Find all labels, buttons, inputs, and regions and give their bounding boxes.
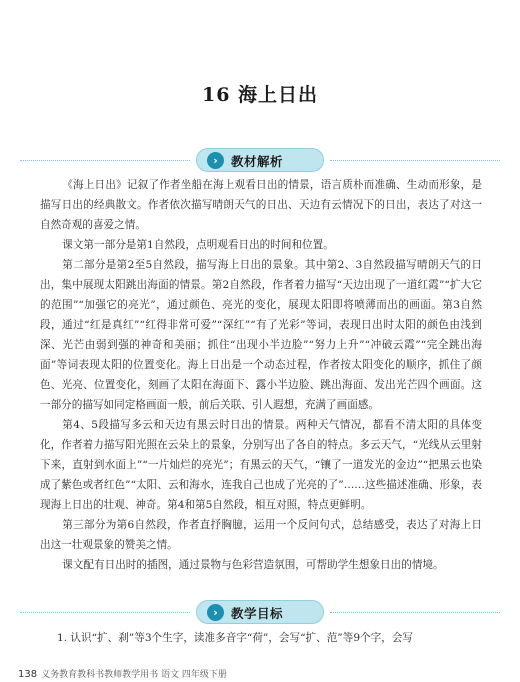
section-header-analysis bbox=[20, 146, 500, 176]
analysis-body bbox=[40, 175, 482, 575]
goals-body bbox=[40, 628, 482, 648]
paragraph: 第4、5段描写多云和天边有黑云时日出的情景。两种天气情况，都看不清太阳的具体变化，作者着力描写阳光照在云朵上的景象，分别写出了各自的特点。多云天气，“光线从云里射下来，直射到水面上”“一片灿烂的亮光”；有黑云的天气，“镶了一道发光的金边”“把黑云也染成了紫色或者红色”“太阳、云和海水，连我自己也成了光亮的了”……这些描述准确、形象，表现海上日出的壮观、神奇。第4和第5自然段，相互对照，特点更鲜明。 bbox=[40, 419, 482, 511]
footer-text: 义务教育教科书教师教学用书 语文 四年级下册 bbox=[41, 670, 227, 680]
goal-item: 1. 认识“扩、刹”等3个生字，读准多音字“荷”，会写“扩、范”等9个字，会写 bbox=[56, 632, 414, 644]
page-title: 16 海上日出 bbox=[201, 84, 319, 106]
section-badge bbox=[196, 600, 324, 624]
section-label: 教学目标 bbox=[231, 606, 284, 621]
divider-line bbox=[20, 612, 190, 613]
chevron-right-icon: › bbox=[207, 152, 224, 169]
chevron-right-icon: › bbox=[207, 604, 224, 621]
section-header-goals bbox=[20, 598, 500, 628]
paragraph: 第三部分为第6自然段，作者直抒胸臆，运用一个反问句式，总结感受，表达了对海上日出这一壮观景象的赞美之情。 bbox=[40, 519, 482, 551]
section-badge bbox=[196, 148, 324, 172]
divider-line bbox=[330, 160, 500, 161]
divider-line bbox=[330, 612, 500, 613]
paragraph: 第二部分是第2至5自然段，描写海上日出的景象。其中第2、3自然段描写晴朗天气的日出，集中展现太阳跳出海面的情景。第2自然段，作者着力描写“天边出现了一道红霞”“扩大它的范围”“加强它的亮光”，通过颜色、亮光的变化，展现太阳即将喷薄而出的画面。第3自然段，通过“红是真红”“红得非常可爱”“深红”“有了光彩”等词，表现日出时太阳的颜色由浅到深、光芒由弱到强的神奇和美丽；抓住“出现小半边脸”“努力上升”“冲破云霞”“完全跳出海面”等词表现太阳的位置变化。海上日出是一个动态过程，作者按太阳变化的顺序，抓住了颜色、光亮、位置变化，刻画了太阳在海面下、露小半边脸、跳出海面、发出光芒四个画面。这一部分的描写如同定格画面一般，前后关联、引人遐想，充满了画面感。 bbox=[40, 259, 482, 411]
paragraph: 课文第一部分是第1自然段，点明观看日出的时间和位置。 bbox=[62, 239, 334, 251]
page-footer bbox=[18, 667, 227, 680]
paragraph: 课文配有日出时的插图，通过景物与色彩营造氛围，可帮助学生想象日出的情境。 bbox=[62, 559, 444, 571]
paragraph: 《海上日出》记叙了作者坐船在海上观看日出的情景，语言质朴而准确、生动而形象，是描写日出的经典散文。作者依次描写晴朗天气的日出、天边有云情况下的日出，表达了对这一自然奇观的喜爱之情。 bbox=[40, 179, 482, 231]
divider-line bbox=[20, 160, 190, 161]
page-number: 138 bbox=[18, 669, 38, 680]
section-label: 教材解析 bbox=[231, 154, 284, 169]
